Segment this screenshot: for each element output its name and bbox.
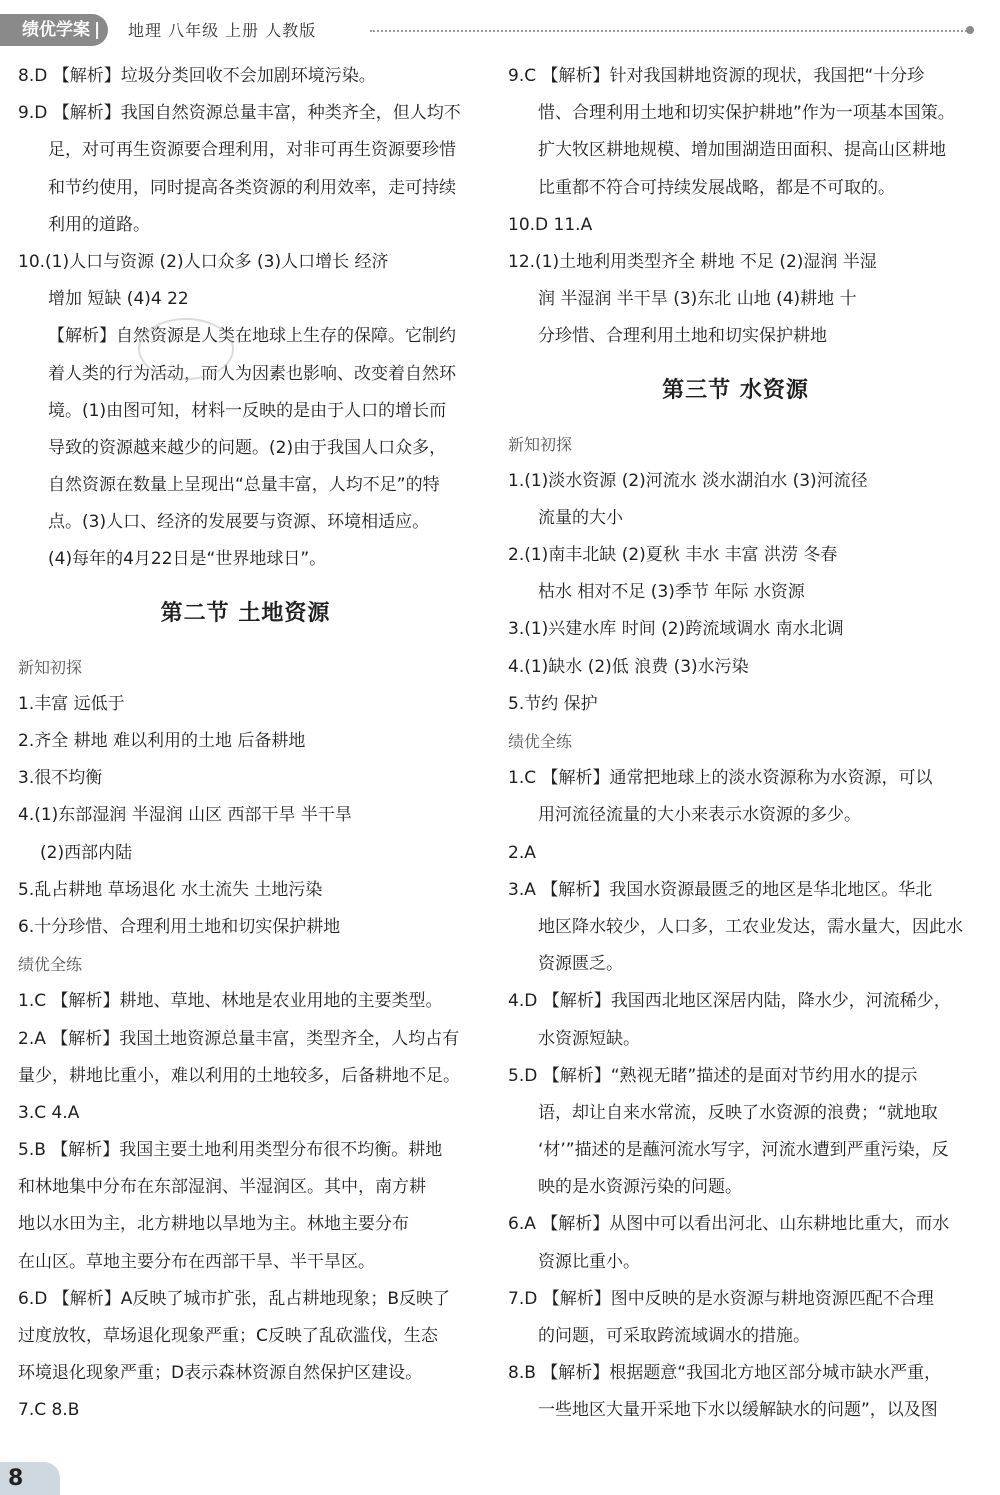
answer-line: 足，对可再生资源要合理利用，对非可再生资源要珍惜 <box>48 140 456 161</box>
answer-line: 在山区。草地主要分布在西部干旱、半干旱区。 <box>18 1251 375 1272</box>
answer-line: 比重都不符合可持续发展战略，都是不可取的。 <box>538 177 895 198</box>
answer-line: 2.A <box>508 842 536 863</box>
corner-logo-watermark <box>838 1452 988 1490</box>
page-number: 8 <box>0 1462 60 1495</box>
subsection-heading: 绩优全练 <box>508 732 573 751</box>
brand-label: 绩优学案 <box>22 20 90 40</box>
answer-line: 一些地区大量开采地下水以缓解缺水的问题”，以及图 <box>538 1400 938 1421</box>
answer-line: 【解析】自然资源是人类在地球上生存的保障。它制约 <box>48 326 456 347</box>
answer-line: 5.节约 保护 <box>508 693 598 714</box>
answer-line: 2.A 【解析】我国土地资源总量丰富，类型齐全，人均占有 <box>18 1028 460 1049</box>
subsection-heading: 绩优全练 <box>18 955 83 975</box>
answer-line: 语，却让自来水常流，反映了水资源的浪费；“就地取 <box>538 1102 938 1123</box>
answer-line: 3.A 【解析】我国水资源最匮乏的地区是华北地区。华北 <box>508 879 933 900</box>
answer-line: (4)每年的4月22日是“世界地球日”。 <box>48 549 327 570</box>
answer-line: 7.C 8.B <box>18 1400 80 1421</box>
answer-line: 流量的大小 <box>538 507 623 528</box>
page-header <box>0 0 1000 52</box>
answer-line: 3.C 4.A <box>18 1102 80 1123</box>
answer-line: 自然资源在数量上呈现出“总量丰富，人均不足”的特 <box>48 475 440 496</box>
answer-line: 2.(1)南丰北缺 (2)夏秋 丰水 丰富 洪涝 冬春 <box>508 545 838 566</box>
answer-line: 枯水 相对不足 (3)季节 年际 水资源 <box>538 582 805 603</box>
answer-line: 1.C 【解析】通常把地球上的淡水资源称为水资源，可以 <box>508 768 933 789</box>
answer-line: 6.十分珍惜、合理利用土地和切实保护耕地 <box>18 916 341 937</box>
answer-line: 3.很不均衡 <box>18 768 103 789</box>
answer-line: 增加 短缺 (4)4 22 <box>48 289 189 310</box>
answer-line: 5.B 【解析】我国主要土地利用类型分布很不均衡。耕地 <box>18 1140 443 1161</box>
answer-line: 4.D 【解析】我国西北地区深居内陆，降水少，河流稀少， <box>508 991 951 1012</box>
answer-line: 8.B 【解析】根据题意“我国北方地区部分城市缺水严重， <box>508 1363 942 1384</box>
answer-line: 10.D 11.A <box>508 214 593 235</box>
left-column <box>18 58 473 1430</box>
answer-line: 9.D 【解析】我国自然资源总量丰富，种类齐全，但人均不 <box>18 103 461 124</box>
answer-line: 点。(3)人口、经济的发展要与资源、环境相适应。 <box>48 512 430 533</box>
answer-line: 4.(1)东部湿润 半湿润 山区 西部干旱 半干旱 <box>18 805 352 826</box>
answer-line: 导致的资源越来越少的问题。(2)由于我国人口众多， <box>48 437 447 458</box>
answer-line: 4.(1)缺水 (2)低 浪费 (3)水污染 <box>508 656 749 677</box>
answer-line: 和林地集中分布在东部湿润、半湿润区。其中，南方耕 <box>18 1177 426 1198</box>
subject-info: 地理 八年级 上册 人教版 <box>128 21 317 40</box>
right-column <box>508 58 963 1430</box>
answer-line: 和节约使用，同时提高各类资源的利用效率，走可持续 <box>48 177 456 198</box>
header-dot-icon <box>966 26 974 34</box>
answer-line: 资源比重小。 <box>538 1251 640 1272</box>
answer-line: 6.D 【解析】A反映了城市扩张，乱占耕地现象；B反映了 <box>18 1288 451 1309</box>
section-title: 第三节 水资源 <box>662 377 809 403</box>
answer-line: 3.(1)兴建水库 时间 (2)跨流域调水 南水北调 <box>508 619 844 640</box>
answer-line: 资源匮乏。 <box>538 954 623 975</box>
answer-line: 9.C 【解析】针对我国耕地资源的现状，我国把“十分珍 <box>508 66 925 86</box>
subsection-heading: 新知初探 <box>18 657 83 677</box>
answer-line: 地区降水较少，人口多，工农业发达，需水量大，因此水 <box>538 916 963 937</box>
answer-line: 分珍惜、合理利用土地和切实保护耕地 <box>538 326 827 347</box>
answer-line: 1.C 【解析】耕地、草地、林地是农业用地的主要类型。 <box>18 991 443 1012</box>
answer-line: 7.D 【解析】图中反映的是水资源与耕地资源匹配不合理 <box>508 1288 934 1309</box>
section-title: 第二节 土地资源 <box>160 600 331 626</box>
answer-line: 润 半湿润 半干旱 (3)东北 山地 (4)耕地 十 <box>538 289 857 310</box>
answer-line: 量少，耕地比重小，难以利用的土地较多，后备耕地不足。 <box>18 1065 460 1086</box>
answer-line: 地以水田为主，北方耕地以旱地为主。林地主要分布 <box>18 1214 409 1235</box>
answer-line: 6.A 【解析】从图中可以看出河北、山东耕地比重大，而水 <box>508 1214 950 1235</box>
answer-line: (2)西部内陆 <box>40 842 133 863</box>
answer-line: 映的是水资源污染的问题。 <box>538 1177 742 1198</box>
answer-line: 5.乱占耕地 草场退化 水土流失 土地污染 <box>18 879 323 900</box>
answer-line: 2.齐全 耕地 难以利用的土地 后备耕地 <box>18 731 306 751</box>
stamp-watermark <box>138 318 234 380</box>
answer-line: 12.(1)土地利用类型齐全 耕地 不足 (2)湿润 半湿 <box>508 251 877 272</box>
answer-line: 水资源短缺。 <box>538 1028 640 1049</box>
answer-line: 扩大牧区耕地规模、增加围湖造田面积、提高山区耕地 <box>538 140 946 161</box>
answer-line: 5.D 【解析】“熟视无睹”描述的是面对节约用水的提示 <box>508 1065 918 1086</box>
answer-line: ‘材’”描述的是蘸河流水写字，河流水遭到严重污染，反 <box>538 1140 949 1161</box>
answer-line: 1.丰富 远低于 <box>18 693 125 714</box>
answer-line: 8.D 【解析】垃圾分类回收不会加剧环境污染。 <box>18 66 376 86</box>
brand-tag: 绩优学案 | <box>0 14 108 46</box>
answer-line: 1.(1)淡水资源 (2)河流水 淡水湖泊水 (3)河流径 <box>508 470 868 491</box>
answer-line: 利用的道路。 <box>48 214 150 235</box>
answer-line: 的问题，可采取跨流域调水的措施。 <box>538 1326 810 1346</box>
answer-line: 过度放牧，草场退化现象严重；C反映了乱砍滥伐，生态 <box>18 1326 438 1346</box>
answer-line: 用河流径流量的大小来表示水资源的多少。 <box>538 805 861 826</box>
answer-line: 惜、合理利用土地和切实保护耕地”作为一项基本国策。 <box>538 103 955 124</box>
subsection-heading: 新知初探 <box>508 434 573 454</box>
answer-line: 环境退化现象严重；D表示森林资源自然保护区建设。 <box>18 1363 423 1384</box>
answer-line: 着人类的行为活动，而人为因素也影响、改变着自然环 <box>48 363 456 384</box>
answer-line: 10.(1)人口与资源 (2)人口众多 (3)人口增长 经济 <box>18 251 389 272</box>
answer-line: 境。(1)由图可知，材料一反映的是由于人口的增长而 <box>48 400 447 421</box>
header-dotted-rule <box>370 30 970 32</box>
